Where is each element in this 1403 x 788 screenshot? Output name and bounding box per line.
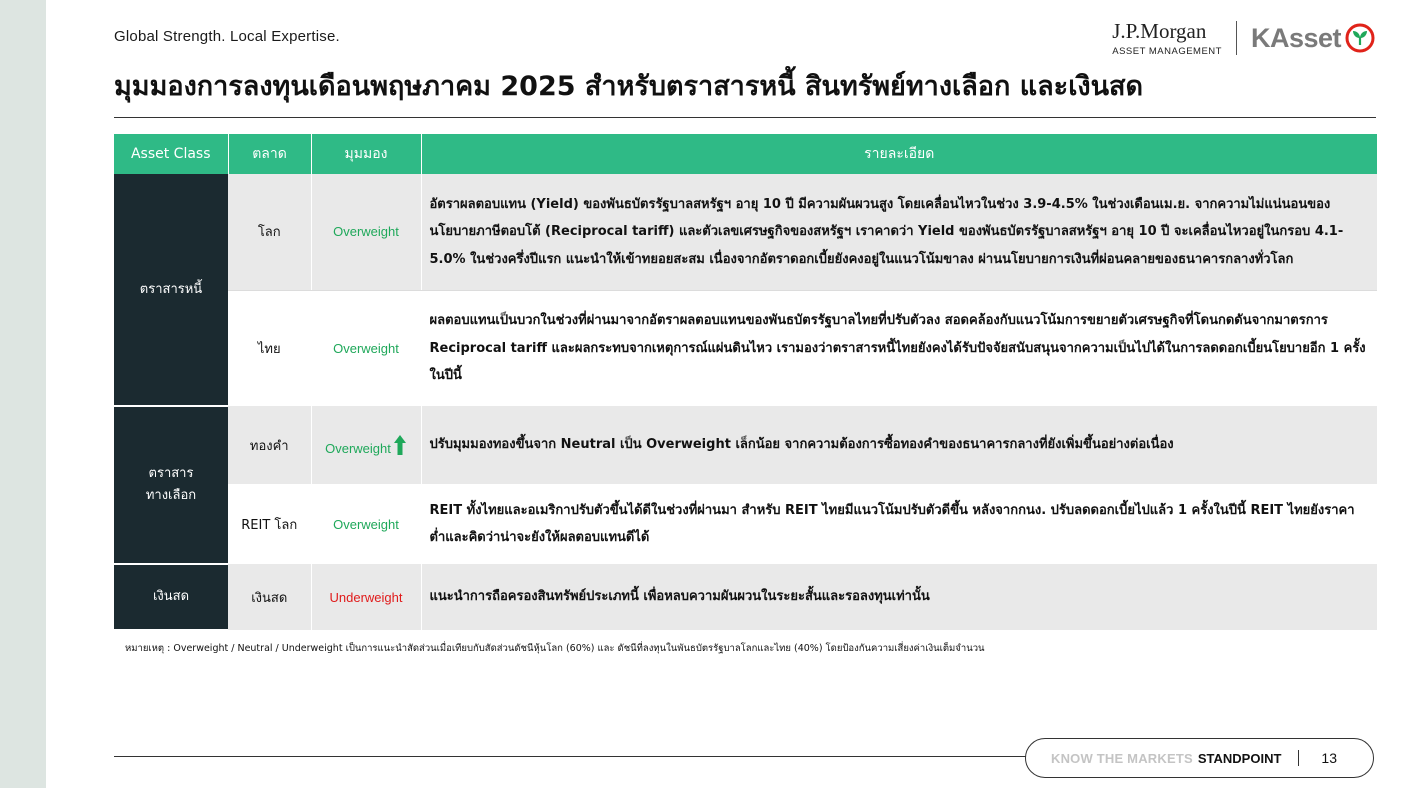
table-header-row	[114, 134, 1377, 174]
detail-cell: REIT ทั้งไทยและอเมริกาปรับตัวขึ้นได้ดีในช่วงที่ผ่านมา สำหรับ REIT ไทยมีแนวโน้มปรับตัวดีขึ้น หลังจากกนง. ปรับลดดอกเบี้ยไปแล้ว 1 ครั้งในปีนี้ REIT ไทยยังราคาต่ำและคิดว่าน่าจะยังให้ผลตอบแทนดีได้	[421, 484, 1377, 564]
market-cell: ทองคำ	[228, 406, 311, 484]
market-cell: ไทย	[228, 290, 311, 406]
view-cell: Overweight	[311, 290, 421, 406]
market-cell: เงินสด	[228, 564, 311, 630]
brand-logos	[1112, 18, 1375, 58]
tagline: Global Strength. Local Expertise.	[114, 28, 340, 45]
page-number: 13	[1321, 750, 1337, 766]
logo-divider	[1236, 21, 1237, 55]
footer-pill-divider	[1298, 750, 1299, 766]
table-row	[114, 564, 1377, 630]
know-the-markets-label: KNOW THE MARKETS	[1051, 750, 1193, 766]
detail-cell: แนะนำการถือครองสินทรัพย์ประเภทนี้ เพื่อหลบความผันผวนในระยะสั้นและรอลงทุนเท่านั้น	[421, 564, 1377, 630]
column-header-asset-class: Asset Class	[114, 134, 228, 174]
jpmorgan-logo-subtitle: ASSET MANAGEMENT	[1112, 45, 1222, 57]
page-title: มุมมองการลงทุนเดือนพฤษภาคม 2025 สำหรับตราสารหนี้ สินทรัพย์ทางเลือก และเงินสด	[114, 71, 1144, 102]
table-row	[114, 290, 1377, 406]
footer-divider	[114, 756, 1026, 757]
view-cell: Overweight	[311, 484, 421, 564]
view-cell: Overweight	[311, 174, 421, 290]
asset-class-cell: เงินสด	[114, 564, 228, 630]
kasset-logo	[1251, 23, 1375, 54]
jpmorgan-logo	[1112, 20, 1222, 57]
market-cell: REIT โลก	[228, 484, 311, 564]
asset-class-cell: ตราสารหนี้	[114, 174, 228, 406]
column-header-market: ตลาด	[228, 134, 311, 174]
kasset-leaf-icon	[1345, 23, 1375, 53]
table-row	[114, 406, 1377, 484]
footnote: หมายเหตุ : Overweight / Neutral / Underweight เป็นการแนะนำสัดส่วนเมื่อเทียบกับสัดส่วนดัชนีหุ้นโลก (60%) และ ดัชนีที่ลงทุนในพันธบัตรรัฐบาลโลกและไทย (40%) โดยป้องกันความเสี่ยงค่าเงินเต็มจำนวน	[125, 643, 985, 654]
jpmorgan-logo-name: J.P.Morgan	[1112, 18, 1207, 43]
asset-class-label: ตราสาร ทางเลือก	[145, 466, 197, 503]
column-header-detail: รายละเอียด	[421, 134, 1377, 174]
title-divider	[114, 117, 1376, 118]
view-cell: Underweight	[311, 564, 421, 630]
column-header-view: มุมมอง	[311, 134, 421, 174]
asset-class-cell	[114, 406, 228, 564]
view-cell	[311, 406, 421, 484]
arrow-up-icon	[393, 434, 407, 456]
view-label: Overweight	[325, 441, 391, 456]
table-row	[114, 174, 1377, 290]
detail-cell: ปรับมุมมองทองขึ้นจาก Neutral เป็น Overweight เล็กน้อย จากความต้องการซื้อทองคำของธนาคารกลางที่ยังเพิ่มขึ้นอย่างต่อเนื่อง	[421, 406, 1377, 484]
standpoint-label: STANDPOINT	[1197, 750, 1282, 766]
table-row	[114, 484, 1377, 564]
detail-cell: อัตราผลตอบแทน (Yield) ของพันธบัตรรัฐบาลสหรัฐฯ อายุ 10 ปี มีความผันผวนสูง โดยเคลื่อนไหวในช่วง 3.9-4.5% ในช่วงเดือนเม.ย. จากความไม่แน่นอนของนโยบายภาษีตอบโต้ (Reciprocal tariff) และตัวเลขเศรษฐกิจของสหรัฐฯ เราคาดว่า Yield ของพันธบัตรรัฐบาลสหรัฐฯ อายุ 10 ปี จะเคลื่อนไหวอยู่ในกรอบ 4.1-5.0% ในช่วงครึ่งปีแรก แนะนำให้เข้าทยอยสะสม เนื่องจากอัตราดอกเบี้ยยังคงอยู่ในแนวโน้มขาลง ผ่านนโยบายการเงินที่ผ่อนคลายของธนาคารกลางทั่วโลก	[421, 174, 1377, 290]
market-cell: โลก	[228, 174, 311, 290]
left-decorative-strip	[0, 0, 46, 788]
detail-cell: ผลตอบแทนเป็นบวกในช่วงที่ผ่านมาจากอัตราผลตอบแทนของพันธบัตรรัฐบาลไทยที่ปรับตัวลง สอดคล้องกับแนวโน้มการขยายตัวเศรษฐกิจที่โดนกดดันจากมาตรการ Reciprocal tariff และผลกระทบจากเหตุการณ์แผ่นดินไหว เรามองว่าตราสารหนี้ไทยยังคงได้รับปัจจัยสนับสนุนจากความเป็นไปได้ในการลดดอกเบี้ยนโยบายอีก 1 ครั้งในปีนี้	[421, 290, 1377, 406]
footer-badge	[1025, 738, 1374, 778]
investment-view-table	[114, 134, 1377, 631]
kasset-logo-text: KAsset	[1250, 22, 1341, 53]
